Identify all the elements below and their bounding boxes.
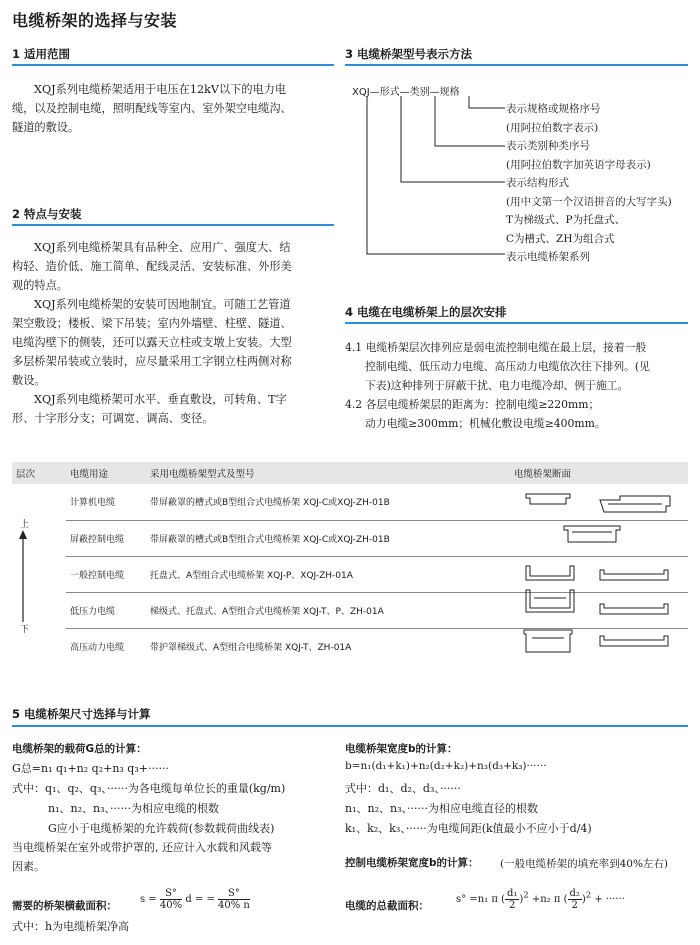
- row-type: 带护罩梯级式、A型组合电缆桥架 XQJ-T、ZH-01A: [150, 642, 352, 653]
- header-layer: 层次: [12, 462, 66, 484]
- s4-line: 4.2 各层电缆桥架层的距离为：控制电缆≥220mm；: [345, 398, 600, 411]
- tray-combined-a3-icon: [600, 636, 668, 646]
- row-type: 梯级式、托盘式、A型组合式电缆桥架 XQJ-T、P、ZH-01A: [146, 592, 510, 628]
- area-num-2: S°: [218, 888, 250, 900]
- bracket-spec: [469, 96, 505, 108]
- model-code: XQJ—形式—类别—规格: [352, 87, 460, 98]
- note-line: (用中文第一个汉语拼音的大写字头): [506, 195, 672, 208]
- note-line: 表示规格或规格序号: [506, 103, 601, 115]
- ctrl-title: 控制电缆桥架宽度b的计算：: [345, 857, 479, 869]
- page-title: 电缆桥架的选择与安装: [12, 11, 178, 30]
- s2-line: XQJ系列电缆桥架的安装可因地制宜。可随工艺管道: [34, 298, 291, 311]
- width-where-2: n₁、n₂、n₃、······为相应电缆直径的根数: [345, 802, 538, 815]
- s2-line: 多层桥架吊装或立装时，应尽量采用工字钢立柱两侧对称: [12, 355, 292, 368]
- section2-heading: 2 特点与安装: [12, 207, 82, 221]
- header-section: 电缆桥架断面: [510, 462, 688, 484]
- load-text-1: G应小于电缆桥架的允许载荷(参数载荷曲线表): [48, 822, 275, 835]
- load-formula: G总=n₁ q₁+n₂ q₂+n₃ q₃+······: [12, 762, 169, 775]
- width-formula: b=n₁(d₁+k₁)+n₂(d₂+k₂)+n₃(d₃+k₃)······: [345, 760, 547, 772]
- total-two-2: 2: [571, 900, 578, 911]
- row-use: 低压力电缆: [66, 592, 146, 628]
- header-use: 电缆用途: [66, 462, 146, 484]
- tray-covered-trough-icon: [526, 494, 570, 504]
- s2-line: 构轻、造价低、施工简单、配线灵活、安装标准、外形美: [12, 260, 292, 273]
- load-where-1: 式中：q₁、q₂、q₃、······为各电缆每单位长的重量(kg/m): [12, 782, 286, 795]
- area-where: 式中：h为电缆桥架净高: [12, 920, 130, 933]
- s2-line: 架空敷设；楼板、梁下吊装；室内外墙壁、柱壁、隧道、: [12, 317, 292, 330]
- model-bracket-diagram: [345, 92, 505, 262]
- section4-body: [345, 338, 688, 433]
- total-sq-2: 2: [585, 889, 592, 900]
- note-line: (用阿拉伯数字加英语字母表示): [506, 158, 651, 171]
- tray-combined-b2-icon: [564, 526, 620, 542]
- section4-rule: [345, 322, 688, 324]
- arrow-up-label: 上: [20, 520, 30, 530]
- row-use: 屏蔽控制电缆: [66, 520, 146, 556]
- note-line: (用阿拉伯数字表示): [506, 121, 599, 134]
- ctrl-note: (一般电缆桥架的填充率到40%左右): [500, 858, 669, 870]
- row-type: 带屏蔽罩的槽式或B型组合式电缆桥架 XQJ-C或XQJ-ZH-01B: [146, 484, 510, 520]
- area-frac-2: [218, 888, 250, 911]
- tray-guarded-ladder-icon: [524, 630, 572, 652]
- section5-heading: 5 电缆桥架尺寸选择与计算: [12, 707, 151, 721]
- area-formula: [140, 888, 250, 911]
- area-lhs: s =: [140, 894, 157, 905]
- total-d1: d₁: [506, 888, 518, 899]
- tray-combined-a-icon: [600, 570, 668, 580]
- s2-line: 电缆沟壁下的侧装，还可以露天立柱或支墩上安装。大型: [12, 336, 292, 349]
- arrow-down-label: 下: [20, 625, 30, 635]
- s4-line: 控制电缆、低压动力电缆、高压动力电缆依次往下排列。(见: [365, 360, 650, 373]
- row-type: 带屏蔽罩的槽式或B型组合式电缆桥架 XQJ-C或XQJ-ZH-01B: [146, 520, 510, 556]
- area-den-2: 40% n: [218, 900, 250, 911]
- row-use: 高压动力电缆: [70, 642, 125, 653]
- header-type: 采用电缆桥架型式及型号: [146, 462, 510, 484]
- s2-line: XQJ系列电缆桥架可水平、垂直敷设，可转角、T字: [34, 393, 287, 406]
- load-text-3: 因素。: [12, 860, 45, 873]
- width-where-1: 式中：d₁、d₂、d₃、······: [345, 782, 461, 795]
- table-header-row: [12, 462, 688, 484]
- note-line: 表示电缆桥架系列: [506, 251, 590, 263]
- load-title: 电缆桥架的载荷G总的计算：: [12, 743, 147, 755]
- model-notes: [506, 100, 672, 267]
- section3-rule: [345, 64, 688, 66]
- row-type: 托盘式、A型组合式电缆桥架 XQJ-P、XQJ-ZH-01A: [146, 556, 510, 592]
- total-d2: d₂: [569, 888, 580, 899]
- width-title: 电缆桥架宽度b的计算：: [345, 743, 458, 755]
- area-num-1: S°: [160, 888, 182, 900]
- width-where-3: k₁、k₂、k₃、······为电缆间距(k值最小不应小于d/4): [345, 822, 592, 835]
- section2-rule: [12, 224, 334, 226]
- total-formula: s° =n₁ π ( $\frac{\text{d₁}}{2}$ )$^2$ +n₂ π ( $\frac{\text{d₂}}{2}$ )$^2$ + ······: [456, 888, 625, 911]
- bracket-category: [435, 96, 505, 146]
- s1-line: XQJ系列电缆桥架适用于电压在12kV以下的电力电: [34, 83, 287, 96]
- s1-line: 缆，以及控制电缆，照明配线等室内、室外架空电缆沟、: [12, 102, 292, 115]
- s4-line: 下表)这种排列于屏蔽干扰、电力电缆冷却、例于施工。: [365, 379, 629, 392]
- section1-heading: 1 适用范围: [12, 47, 71, 61]
- note-line: 表示结构形式: [506, 177, 569, 189]
- s2-line: 形、十字形分支；可调宽、调高、变径。: [12, 412, 214, 425]
- section1-body: [12, 80, 334, 137]
- load-text-2: 当电缆桥架在室外或带护罩的, 还应计入水载和风载等: [12, 841, 272, 854]
- tray-combined-b-icon: [600, 496, 670, 512]
- bracket-series: [367, 96, 505, 254]
- up-arrow-icon: [16, 530, 30, 622]
- note-line: T为梯级式、P为托盘式、: [506, 214, 626, 226]
- tray-section-drawings: [512, 486, 688, 658]
- total-sq-1: 2: [523, 889, 529, 900]
- tray-pallet-icon: [526, 566, 574, 580]
- note-line: 表示类别种类序号: [506, 140, 590, 152]
- s2-line: 敷设。: [12, 374, 46, 387]
- note-line: C为槽式、ZH为组合式: [506, 232, 615, 245]
- total-lhs: s° =n₁ π: [456, 894, 498, 905]
- section4-heading: 4 电缆在电缆桥架上的层次安排: [345, 305, 507, 319]
- area-frac-1: [160, 888, 182, 911]
- section3-heading: 3 电缆桥架型号表示方法: [345, 47, 473, 61]
- load-where-2: n₁、n₂、n₃、······为相应电缆的根数: [48, 802, 219, 815]
- area-mid: d = =: [185, 894, 215, 905]
- s4-line: 4.1 电缆桥架层次排列应是弱电流控制电缆在最上层，接着一般: [345, 341, 647, 354]
- area-den-1: 40%: [159, 900, 183, 911]
- s2-line: XQJ系列电缆桥架具有品种全、应用广、强度大、结: [34, 241, 291, 254]
- bracket-form: [401, 96, 505, 182]
- tray-combined-a2-icon: [600, 604, 668, 614]
- section2-body: [12, 238, 334, 428]
- section1-rule: [12, 64, 334, 66]
- total-two-1: 2: [509, 900, 516, 911]
- total-mid: +n₂ π: [531, 894, 561, 905]
- section5-rule: [12, 725, 688, 727]
- total-frac-1: [505, 888, 519, 911]
- area-title: 需要的桥架横截面积：: [12, 900, 117, 912]
- s4-line: 动力电缆≥300mm；机械化敷设电缆≥400mm。: [365, 417, 606, 430]
- total-frac-2: [568, 888, 582, 911]
- total-tail: + ······: [594, 894, 625, 905]
- total-title: 电缆的总截面积：: [345, 900, 429, 912]
- s1-line: 隧道的敷设。: [12, 121, 80, 134]
- row-use: 计算机电缆: [66, 484, 146, 520]
- tray-ladder-icon: [526, 590, 574, 612]
- s2-line: 观的特点。: [12, 279, 68, 292]
- row-use: 一般控制电缆: [66, 556, 146, 592]
